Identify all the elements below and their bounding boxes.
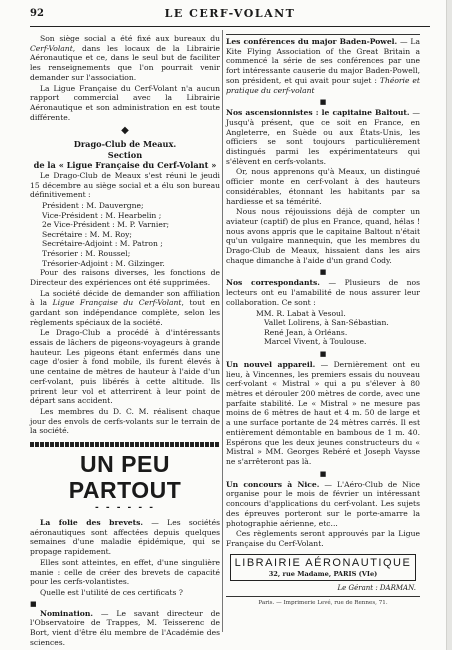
square-ornament-icon: ■ bbox=[319, 268, 327, 277]
paragraph-reglements: Ces règlements seront approuvés par la Ligue Française du Cerf-Volant. bbox=[226, 529, 420, 548]
list-item: 2e Vice-Président : M. P. Varnier; bbox=[42, 220, 170, 230]
page-header bbox=[30, 6, 430, 24]
list-item: René Jean, à Orléans. bbox=[264, 327, 348, 337]
paragraph-ascensionnistes: Nos ascensionnistes : le capitaine Baltout. — Jusqu'à présent, que ce soit en France, en Angleterre, en Suède ou aux États-Unis, les officiers se sont toujours particulièrement distingués parmi les expérimentateurs qui s'élèvent en cerfs-volants. bbox=[226, 108, 421, 166]
printer-imprint: Paris. — Imprimerie Levé, rue de Rennes, 71. bbox=[258, 599, 388, 606]
top-rule bbox=[226, 34, 420, 35]
ligue-subheading: de la « Ligue Française du Cerf-Volant » bbox=[33, 160, 217, 171]
correspondents-list bbox=[226, 309, 420, 347]
square-ornament-icon: ■ bbox=[30, 599, 37, 608]
paragraph-reunion: Le Drago-Club de Meaux s'est réuni le jeudi 15 décembre au siège social et a élu son bureau définitivement : bbox=[30, 170, 220, 200]
left-column bbox=[30, 34, 220, 648]
paragraph-brevets: La folie des brevets. — Les sociétés aéronautiques sont affectées depuis quelques semaines d'une maladie épidémique, qui se propage rapidement. bbox=[30, 518, 220, 557]
square-ornament-icon: ■ bbox=[319, 349, 327, 358]
header-rule bbox=[30, 26, 430, 27]
footer-rule bbox=[226, 596, 420, 597]
list-item: Vice-Président : M. Hearbelin ; bbox=[42, 210, 162, 220]
section-heading: Section bbox=[107, 149, 143, 160]
paragraph-pigeons: Le Drago-Club a procédé à d'intéressants essais de lâchers de pigeons-voyageurs à grande hauteur. Les pigeons étant enfermés dans une cage d'osier à fond mobile, ils furent élevés à une centaine de mètres de hauteur à l'aide d'un cerf-volant, puis libérés à cette altitude. Ils prirent leur vol et atterrirent à leur point de départ sans accident. bbox=[30, 328, 220, 406]
journal-title: LE CERF-VOLANT bbox=[164, 7, 296, 20]
list-item: MM. R. Labat à Vesoul. bbox=[256, 308, 346, 318]
officers-list bbox=[30, 201, 220, 268]
list-item: Trésorier : M. Roussel; bbox=[42, 248, 131, 258]
paragraph-nomination: Nomination. — Le savant directeur de l'Observatoire de Trappes, M. Teisserenc de Bort, vient d'être élu membre de l'Académie des sciences. bbox=[30, 608, 220, 647]
banner-block bbox=[30, 442, 220, 514]
page-fold-edge bbox=[446, 0, 452, 650]
square-ornament-icon: ■ bbox=[319, 469, 327, 478]
paragraph-mannequin: Nous nous réjouissions déjà de compter un aviateur (captif) de plus en France, quand, hélas ! nous avons appris que le capitaine Baltout n'était qu'un vulgaire mannequin, que les membres du Drago-Club de Meaux, hissaient dans les airs chaque dimanche à l'aide d'un grand Cody. bbox=[226, 207, 420, 265]
list-item: Marcel Vivent, à Toulouse. bbox=[264, 337, 367, 347]
paragraph-correspondants: Nos correspondants. — Plusieurs de nos lecteurs ont eu l'amabilité de nous assurer leur collaboration. Ce sont : bbox=[226, 278, 421, 307]
section-banner: UN PEU PARTOUT bbox=[68, 451, 182, 504]
banner-dashes: - - - - - - bbox=[94, 503, 156, 514]
paragraph-affiliation: La société décide de demander son affiliation à la Ligue Française du Cerf-Volant, tout en gardant son indépendance complète, selon les règlements spéciaux de la société. bbox=[30, 288, 221, 327]
square-ornament-icon: ■ bbox=[319, 98, 327, 107]
right-column bbox=[226, 34, 420, 607]
drago-club-heading: Drago-Club de Meaux. bbox=[73, 139, 177, 150]
list-item: Trésorier-Adjoint : M. Gilzinger. bbox=[42, 258, 165, 268]
advert-box bbox=[230, 554, 416, 581]
column-divider bbox=[222, 30, 223, 632]
paragraph-siege: Son siège social a été fixé aux bureaux du Cerf-Volant, dans les locaux de la Librairie Aéronautique et ce, dans le seul but de faciliter les renseignements que l'on pourrait venir demander sur l'association. bbox=[30, 34, 220, 82]
list-item: Secrétaire-Adjoint : M. Patron ; bbox=[42, 239, 163, 249]
paragraph-officier: Or, nous apprenons qu'à Meaux, un distingué officier monte en cerf-volant à des hauteurs considérables, étonnant les habitants par sa hardiesse et sa témérité. bbox=[226, 167, 420, 206]
paragraph-nice: Un concours à Nice. — L'Aéro-Club de Nice organise pour le mois de février un intéressant concours d'applications du cerf-volant. Les sujets des épreuves porteront sur le porte-amarre la photographie aérienne, etc... bbox=[226, 479, 420, 528]
paragraph-ligue: La Ligue Française du Cerf-Volant n'a aucun rapport commercial avec la Librairie Aéronautique et son administration en est toute différente. bbox=[30, 83, 220, 122]
page-number: 92 bbox=[30, 8, 44, 19]
paragraph-utilite: Quelle est l'utilité de ces certificats ? bbox=[40, 587, 183, 597]
advert-name: LIBRAIRIE AÉRONAUTIQUE bbox=[234, 556, 412, 569]
advert-address: 32, rue Madame, PARIS (VIe) bbox=[268, 569, 378, 578]
paragraph-appareil: Un nouvel appareil. — Dernièrement ont eu lieu, à Vincennes, les premiers essais du nouveau cerf-volant « Mistral » qui a pu s'élever à 80 mètres et dérouler 200 mètres de corde, avec une parfaite stabilité. Le « Mistral » ne mesure pas moins de 6 mètres de haut et 4 m. 50 de large et a une surface portante de 24 mètres carrés. Il est entièrement démontable en bambous de 1 m. 40. Espérons que les deux jeunes constructeurs du « Mistral » MM. Georges Rebéré et Joseph Vaysse ne s'arrêteront pas là. bbox=[226, 359, 421, 466]
paragraph-manie: Elles sont atteintes, en effet, d'une singulière manie : celle de créer des brevets de capacité pour les cerfs-volantistes. bbox=[30, 557, 220, 587]
manager-signature: Le Gérant : DARMAN. bbox=[337, 583, 416, 592]
list-item: Secrétaire : M. M. Roy; bbox=[42, 229, 132, 239]
paragraph-fonctions: Pour des raisons diverses, les fonctions de Directeur des expériences ont été supprimées. bbox=[30, 268, 220, 287]
paragraph-membres: Les membres du D. C. M. réalisent chaque jour des envols de cerfs-volants sur le terrain de la société. bbox=[30, 406, 220, 436]
diamond-ornament: ◆ bbox=[121, 125, 129, 137]
paragraph-conferences: Les conférences du major Baden-Powel. — La Kite Flying Association of the Great Britain a commencé la série de ses conférences par une fort intéressante causerie du major Baden-Powell, son président, et qui avait pour sujet : Théorie et pratique du cerf-volant bbox=[226, 37, 420, 95]
list-item: Vallet Lolirens, à San-Sébastian. bbox=[264, 318, 389, 328]
list-item: Président : M. Dauvergne; bbox=[42, 200, 144, 210]
